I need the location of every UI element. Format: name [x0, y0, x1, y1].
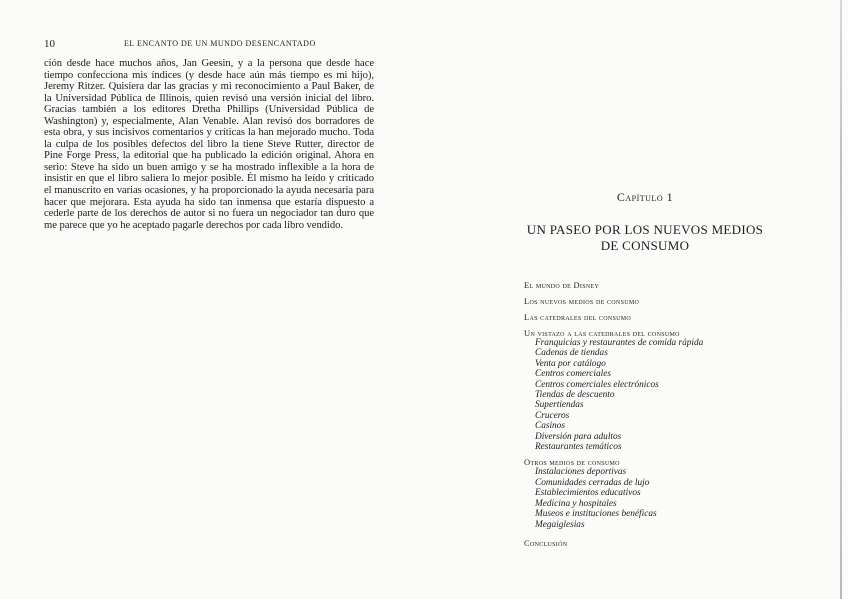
toc-subsection: Diversión para adultos: [535, 431, 622, 442]
toc-section-overview: Un vistazo a las catedrales del consumo: [524, 328, 680, 338]
toc-subsection: Centros comerciales electrónicos: [535, 379, 659, 390]
toc-subsection: Tiendas de descuento: [535, 390, 615, 401]
chapter-contents: [500, 280, 790, 548]
toc-subsection: Megaiglesias: [535, 519, 585, 530]
toc-subsection: Franquicias y restaurantes de comida rápida: [535, 338, 704, 348]
chapter-label: Capítulo 1: [616, 190, 674, 204]
toc-subsection: Establecimientos educativos: [535, 488, 641, 499]
toc-subsection: Museos e instituciones benéficas: [535, 509, 657, 520]
page-edge: [840, 0, 842, 599]
chapter-title-line-1: UN PASEO POR LOS NUEVOS MEDIOS: [526, 222, 764, 237]
toc-subsection: Comunidades cerradas de lujo: [535, 477, 650, 488]
page-number: 10: [44, 38, 55, 50]
toc-subsection: Casinos: [535, 421, 565, 432]
running-head-title: EL ENCANTO DE UN MUNDO DESENCANTADO: [124, 39, 316, 48]
toc-section-disney: El mundo de Disney: [524, 280, 600, 290]
running-head: [44, 36, 374, 50]
toc-section-conclusion: Conclusión: [524, 537, 568, 548]
toc-subsection: Supertiendas: [535, 400, 584, 411]
toc-subsection: Venta por catálogo: [535, 358, 606, 369]
toc-section-cathedrals: Las catedrales del consumo: [524, 312, 632, 322]
toc-section-other-means: Otros medios de consumo: [524, 457, 620, 468]
toc-subsection: Cruceros: [535, 410, 570, 421]
toc-subsection: Medicina y hospitales: [535, 498, 617, 509]
toc-subsection: Cadenas de tiendas: [535, 348, 608, 359]
toc-subsection: Centros comerciales: [535, 369, 611, 380]
body-text: [44, 58, 374, 231]
toc-subsection-list: [524, 338, 790, 452]
body-paragraph: ción desde hace muchos años, Jan Geesin, y a la persona que desde hace tiempo confecciona mis índices (y desde hace aún más tiempo es mi hijo), Jeremy Ritzer. Quisiera dar las gracias y mi reconocimiento a Paul Baker, de la Universidad Pública de Illinois, quien revisó una versión inicial del libro. Gracias también a los editores Dretha Phillips (Universidad Pública de Washington) y, especialmente, Alan Venable. Alan revisó dos borradores de esta obra, y sus incisivos comentarios y críticas la han mejorado mucho. Toda la culpa de los posibles defectos del libro la tiene Steve Rutter, director de Pine Forge Press, la editorial que ha publicado la edición original. Ahora en serio: Steve ha sido un buen amigo y se ha mostrado inflexible a la hora de insistir en que el libro saliera lo mejor posible. Él mismo ha leído y criticado el manuscrito en varias ocasiones, y ha proporcionado la ayuda necesaria para hacer que mejorara. Esta ayuda ha sido tan inmensa que estaría dispuesto a cederle parte de los derechos de autor si no fuera un negociador tan duro que me parece que yo he aceptado pagarle derechos por cada libro vendido.: [44, 58, 374, 231]
right-page: [500, 190, 790, 554]
toc-subsection-list: [524, 467, 790, 529]
chapter-title: [500, 222, 790, 254]
toc-subsection: Instalaciones deportivas: [535, 467, 627, 478]
toc-section-new-means: Los nuevos medios de consumo: [524, 296, 640, 306]
toc-subsection: Restaurantes temáticos: [535, 442, 622, 453]
chapter-title-line-2: DE CONSUMO: [600, 238, 690, 253]
left-page: [44, 36, 374, 231]
